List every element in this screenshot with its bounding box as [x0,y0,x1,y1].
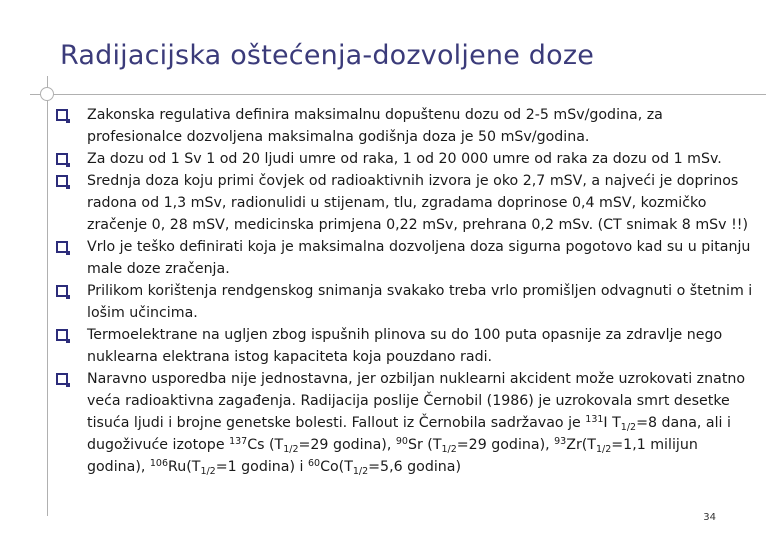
text-run: Naravno usporedba nije jednostavna, jer ozbiljan nuklearni akcident može uzrokovati znatno veća radioaktivna zagađenja. Radijacija poslije Černobil (1986) je uzrokovala smrt desetke tisuća ljudi i brojne genetske bolesti. Fallout iz Černobila sadržavao je [87,371,746,431]
text-run: =29 godina), [298,437,396,453]
isotope-mass: 137 [229,436,248,447]
bullet-text: Za dozu od 1 Sv 1 od 20 ljudi umre od raka, 1 od 20 000 umre od raka za dozu od 1 mSv. [87,151,722,167]
bullet-item-chernobyl [56,368,760,478]
vertical-rule [47,76,48,516]
isotope-symbol: Ru(T [168,459,201,475]
bullet-item [56,148,760,170]
bullet-text: Srednja doza koju primi čovjek od radioaktivnih izvora je oko 2,7 mSV, a najveći je doprinos radona od 1,3 mSv, radionulidi u stijenam, tlu, zgradama doprinose 0,4 mSV, kozmičko zračenje 0, 28 mSV, medicinska primjena 0,22 mSv, prehrana 0,2 mSv. (CT snimak 8 mSv !!) [87,173,748,233]
bullet-list [56,104,760,478]
isotope-symbol: I T [603,415,621,431]
square-bullet-icon [56,329,68,341]
square-bullet-icon [56,373,68,385]
text-run: =29 godina), [456,437,555,453]
half-life-subscript: 1/2 [441,444,457,455]
half-life-subscript: 1/2 [620,422,637,433]
isotope-symbol: Zr(T [566,437,596,453]
text-run: =8 dana, ali i dugoživuće izotope [87,415,731,453]
bullet-item [56,324,760,368]
half-life-subscript: 1/2 [200,466,216,477]
isotope-mass: 90 [395,436,408,447]
bullet-text: Termoelektrane na ugljen zbog ispušnih plinova su do 100 puta opasnije za zdravlje nego nuklearna elektrana istog kapaciteta koja pouzdano radi. [87,327,723,365]
isotope-mass: 131 [585,414,604,425]
half-life-subscript: 1/2 [352,466,369,477]
isotope-symbol: Co(T [320,459,353,475]
square-bullet-icon [56,285,68,297]
isotope-mass: 60 [307,458,321,469]
square-bullet-icon [56,241,68,253]
page-number: 34 [703,512,716,523]
horizontal-rule [30,94,766,95]
bullet-text: Prilikom korištenja rendgenskog snimanja svakako treba vrlo promišljen odvagnuti o štetnim i lošim učincima. [87,283,753,321]
square-bullet-icon [56,175,68,187]
bullet-text: Zakonska regulativa definira maksimalnu dopuštenu dozu od 2-5 mSv/godina, za profesionalce dozvoljena maksimalna godišnja doza je 50 mSv/godina. [87,107,663,145]
text-run: =5,6 godina) [368,459,461,475]
isotope-symbol: Sr (T [407,437,442,453]
half-life-subscript: 1/2 [283,444,299,455]
text-run: =1 godina) i [215,459,308,475]
square-bullet-icon [56,109,68,121]
bullet-text: Vrlo je teško definirati koja je maksimalna dozvoljena doza sigurna pogotovo kad su u pitanju male doze zračenja. [87,239,751,277]
isotope-mass: 93 [554,436,567,447]
slide-title: Radijacijska oštećenja-dozvoljene doze [60,40,595,71]
circle-ornament-icon [40,87,54,101]
bullet-item [56,236,760,280]
isotope-symbol: Cs (T [247,437,284,453]
bullet-item [56,104,760,148]
square-bullet-icon [56,153,68,165]
isotope-mass: 106 [149,458,169,469]
half-life-subscript: 1/2 [595,444,612,455]
bullet-item [56,170,760,236]
text-run: =1,1 milijun godina), [87,437,698,475]
bullet-text [87,371,745,475]
bullet-item [56,280,760,324]
